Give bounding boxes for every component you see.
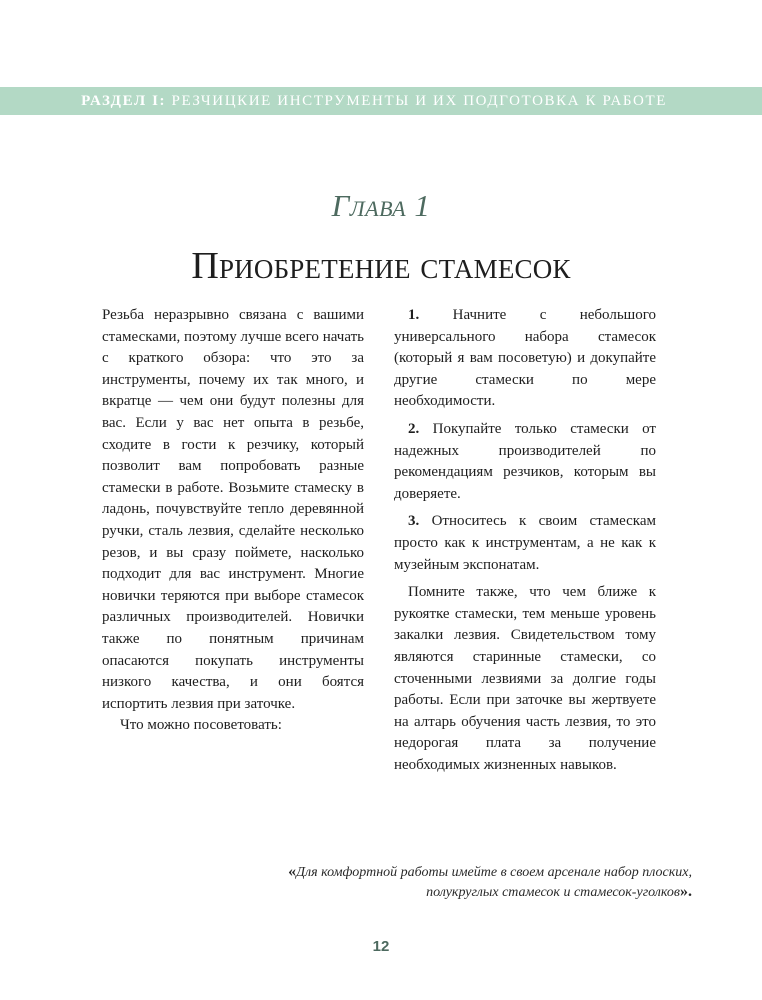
advice-item-1 <box>394 305 656 413</box>
section-header-band <box>0 87 762 115</box>
body-paragraph: Помните также, что чем ближе к рукоятке стамески, тем меньше уровень закалки лезвия. Свидетельством тому являются старинные стамески, со сточенными лезвиями за долгие годы работы. Если при заточке вы жертвуете на алтарь обучения часть лезвия, то это недорогая плата за получение необходимых жизненных навыков. <box>394 584 656 773</box>
advice-text: Относитесь к своим стамескам просто как к инструментам, а не как к музейным экспонатам. <box>394 513 656 573</box>
chapter-label: Глава 1 <box>331 188 431 223</box>
chapter-title: Приобретение стамесок <box>191 245 571 287</box>
quote-text: Для комфортной работы имейте в своем арсенале набор плоских, полукруглых стамесок и стамесок-уголков <box>296 865 692 900</box>
body-paragraph: Что можно посоветовать: <box>120 717 282 734</box>
right-column <box>394 305 656 776</box>
page-number: 12 <box>372 938 390 955</box>
advice-number: 3. <box>408 513 420 530</box>
section-prefix: РАЗДЕЛ I: <box>81 92 167 109</box>
body-paragraph: Резьба неразрывно связана с вашими стамесками, поэтому лучше всего начать с краткого обзора: что это за инструменты, почему их так много, и вкратце — чем они будут полезны для вас. Если у вас нет опыта в резьбе, сходите в гости к резчику, который позволит вам попробовать разные стамески в работе. Возьмите стамеску в ладонь, почувствуйте тепло деревянной ручки, сталь лезвия, сделайте несколько резов, и вы сразу поймете, насколько подходит для вас инструмент. Многие новички теряются при выборе стамесок различных производителей. Новички также по понятным причинам опасаются покупать инструменты низкого качества, и они боятся испортить лезвия при заточке. <box>102 307 364 712</box>
pull-quote <box>272 862 692 902</box>
advice-text: Начните с небольшого универсального набора стамесок (который я вам посоветую) и докупайте другие стамески по мере необходимости. <box>394 307 656 410</box>
advice-text: Покупайте только стамески от надежных производителей по рекомендациям резчиков, которым вы доверяете. <box>394 420 656 502</box>
quote-open-mark: « <box>288 863 297 880</box>
advice-item-3 <box>394 511 656 576</box>
advice-number: 1. <box>408 307 420 323</box>
advice-item-2 <box>394 419 656 505</box>
left-column <box>102 305 364 737</box>
section-title: РЕЗЧИЦКИЕ ИНСТРУМЕНТЫ И ИХ ПОДГОТОВКА К РАБОТЕ <box>171 92 667 109</box>
advice-number: 2. <box>408 420 420 437</box>
quote-close-mark: ». <box>680 883 692 900</box>
